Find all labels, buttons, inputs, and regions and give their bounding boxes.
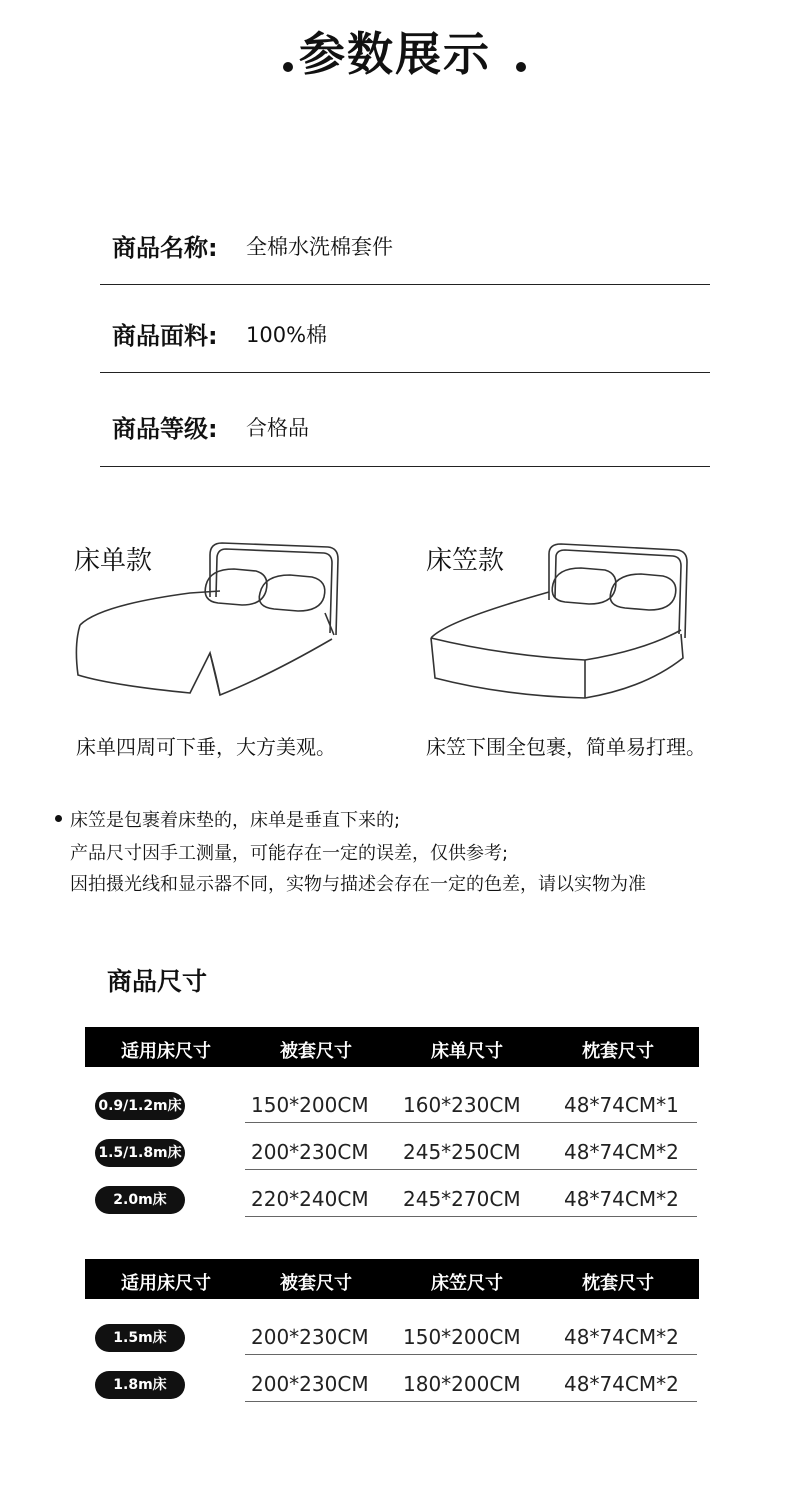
param-label-grade: 商品等级: bbox=[112, 415, 218, 443]
table-cell: 150*200CM bbox=[251, 1093, 369, 1117]
fitted-sheet-illustration bbox=[425, 538, 695, 703]
table-header-fitted: 床笠尺寸 bbox=[431, 1273, 503, 1294]
table-header-quilt: 被套尺寸 bbox=[280, 1041, 352, 1062]
table-cell: 150*200CM bbox=[403, 1325, 521, 1349]
table-cell: 48*74CM*2 bbox=[564, 1372, 679, 1396]
table-cell: 48*74CM*2 bbox=[564, 1325, 679, 1349]
bed-size-badge: 2.0m床 bbox=[95, 1186, 185, 1214]
table-cell: 200*230CM bbox=[251, 1140, 369, 1164]
divider bbox=[100, 284, 710, 285]
size-section-title: 商品尺寸 bbox=[107, 967, 208, 996]
table-cell: 220*240CM bbox=[251, 1187, 369, 1211]
bed-sheet-caption: 床单四周可下垂，大方美观。 bbox=[76, 735, 336, 759]
table-cell: 48*74CM*1 bbox=[564, 1093, 679, 1117]
row-divider bbox=[245, 1122, 697, 1123]
row-divider bbox=[245, 1169, 697, 1170]
table-cell: 245*270CM bbox=[403, 1187, 521, 1211]
table-cell: 48*74CM*2 bbox=[564, 1140, 679, 1164]
page-title: 参数展示 bbox=[299, 27, 491, 81]
table-header-pillow: 枕套尺寸 bbox=[582, 1041, 654, 1062]
row-divider bbox=[245, 1216, 697, 1217]
bed-sheet-illustration bbox=[70, 535, 360, 705]
bed-size-badge: 0.9/1.2m床 bbox=[95, 1092, 185, 1120]
bullet-icon bbox=[55, 815, 62, 822]
table-cell: 180*200CM bbox=[403, 1372, 521, 1396]
param-value-fabric: 100%棉 bbox=[246, 323, 328, 347]
row-divider bbox=[245, 1401, 697, 1402]
table-header-sheet: 床单尺寸 bbox=[431, 1041, 503, 1062]
param-label-name: 商品名称: bbox=[112, 234, 218, 262]
param-value-grade: 合格品 bbox=[246, 416, 309, 440]
title-dot-right bbox=[516, 62, 526, 72]
note-line: 因拍摄光线和显示器不同，实物与描述会存在一定的色差，请以实物为准 bbox=[70, 874, 646, 895]
note-line: 产品尺寸因手工测量，可能存在一定的误差，仅供参考; bbox=[70, 843, 509, 864]
fitted-sheet-caption: 床笠下围全包裹，简单易打理。 bbox=[426, 735, 706, 759]
param-label-fabric: 商品面料: bbox=[112, 322, 218, 350]
bed-sheet-title: 床单款 bbox=[74, 546, 153, 576]
divider bbox=[100, 466, 710, 467]
table-cell: 160*230CM bbox=[403, 1093, 521, 1117]
table-header-pillow: 枕套尺寸 bbox=[582, 1273, 654, 1294]
table-cell: 48*74CM*2 bbox=[564, 1187, 679, 1211]
param-value-name: 全棉水洗棉套件 bbox=[246, 235, 393, 259]
bed-size-badge: 1.8m床 bbox=[95, 1371, 185, 1399]
row-divider bbox=[245, 1354, 697, 1355]
fitted-sheet-title: 床笠款 bbox=[426, 546, 505, 576]
note-line: 床笠是包裹着床垫的，床单是垂直下来的; bbox=[70, 810, 401, 831]
table-header-bed: 适用床尺寸 bbox=[121, 1273, 211, 1294]
table-header-bed: 适用床尺寸 bbox=[121, 1041, 211, 1062]
table-cell: 245*250CM bbox=[403, 1140, 521, 1164]
table-cell: 200*230CM bbox=[251, 1372, 369, 1396]
bed-size-badge: 1.5m床 bbox=[95, 1324, 185, 1352]
table-cell: 200*230CM bbox=[251, 1325, 369, 1349]
table-header-quilt: 被套尺寸 bbox=[280, 1273, 352, 1294]
divider bbox=[100, 372, 710, 373]
bed-size-badge: 1.5/1.8m床 bbox=[95, 1139, 185, 1167]
